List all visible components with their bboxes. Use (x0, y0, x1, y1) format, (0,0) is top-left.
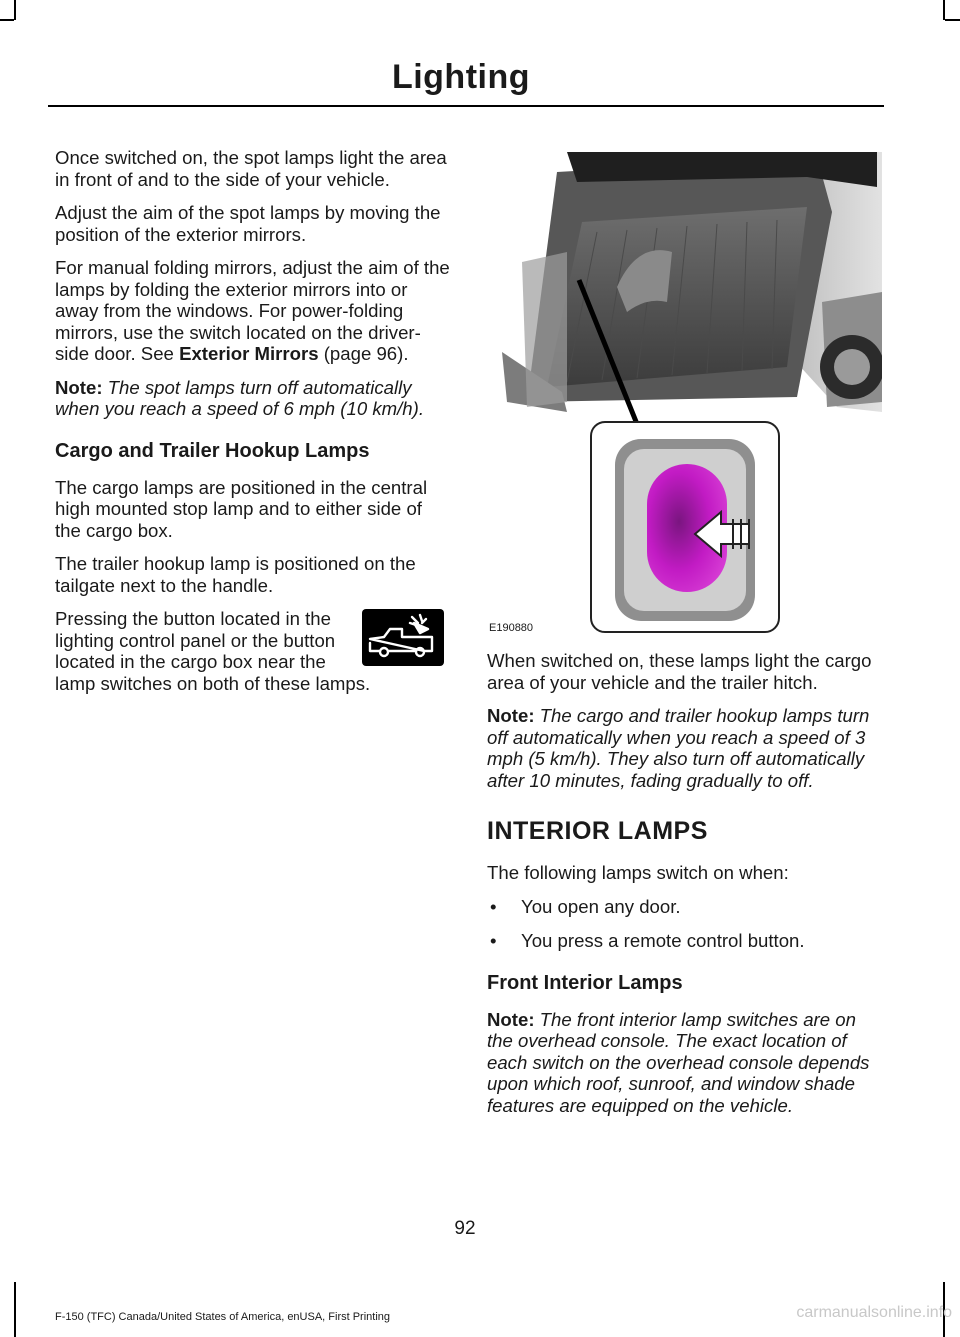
list-item (487, 896, 882, 918)
note (487, 705, 882, 791)
note-body: The cargo and trailer hookup lamps turn off automatically when you reach a speed of 3 mph (5 km/h). They also turn off automatically after 10 minutes, fading gradually to off. (487, 705, 870, 791)
crop-mark (14, 0, 16, 20)
crop-mark (945, 19, 960, 21)
crop-mark (0, 19, 14, 21)
section-heading-front-interior: Front Interior Lamps (487, 971, 683, 994)
crop-mark (943, 0, 945, 20)
note-body: The spot lamps turn off automatically when you reach a speed of 6 mph (10 km/h). (55, 376, 424, 419)
crop-mark (14, 1282, 16, 1337)
paragraph (55, 257, 450, 365)
page-number: 92 (454, 1218, 476, 1239)
page-title: Lighting (391, 58, 530, 96)
paragraph: Once switched on, the spot lamps light the area in front of and to the side of your vehicle. (55, 147, 447, 190)
paragraph-with-icon (55, 608, 450, 694)
header-rule (48, 105, 884, 107)
bullet-list (487, 896, 882, 952)
truck-bed-illustration (487, 152, 882, 637)
section-heading-cargo: Cargo and Trailer Hookup Lamps (55, 439, 370, 462)
cargo-box-figure (487, 152, 882, 637)
list-item-text: You press a remote control button. (521, 930, 805, 951)
paragraph: When switched on, these lamps light the cargo area of your vehicle and the trailer hitch. (487, 650, 872, 693)
bullet-marker: • (490, 895, 497, 917)
right-column (487, 650, 882, 1128)
list-item (487, 930, 882, 952)
section-heading-interior: INTERIOR LAMPS (487, 817, 708, 845)
note-label: Note: (487, 705, 535, 726)
list-item-text: You open any door. (521, 895, 681, 917)
note-body: The front interior lamp switches are on the overhead console. The exact location of each switch on the overhead console depends upon which roof, sunroof, and window shade features are equipped on the vehicle. (487, 1008, 870, 1116)
watermark: carmanualsonline.info (796, 1304, 952, 1321)
note (55, 377, 450, 420)
cargo-lamp-icon (362, 609, 444, 666)
paragraph: The trailer hookup lamp is positioned on the tailgate next to the handle. (55, 553, 416, 596)
bullet-marker: • (490, 930, 497, 951)
paragraph: The cargo lamps are positioned in the central high mounted stop lamp and to either side of the cargo box. (55, 476, 428, 541)
note-label: Note: (487, 1008, 535, 1030)
paragraph-text: For manual folding mirrors, adjust the aim of the lamps by folding the exterior mirrors into or away from the windows. For power-folding mirrors, use the switch located on the driver-side door. See (55, 257, 450, 364)
footer-text: F-150 (TFC) Canada/United States of America, enUSA, First Printing (55, 1311, 391, 1323)
left-column (55, 147, 450, 706)
paragraph: The following lamps switch on when: (487, 862, 789, 883)
figure-code: E190880 (489, 622, 534, 634)
note (487, 1009, 882, 1117)
exterior-mirrors-link[interactable]: Exterior Mirrors (179, 343, 319, 364)
page-reference: (page 96). (318, 343, 409, 364)
paragraph-text: Pressing the button located in the lighting control panel or the button located in the cargo box near the lamp switches on both of these lamps. (55, 608, 371, 694)
note-label: Note: (55, 376, 103, 398)
paragraph: Adjust the aim of the spot lamps by moving the position of the exterior mirrors. (55, 202, 441, 245)
